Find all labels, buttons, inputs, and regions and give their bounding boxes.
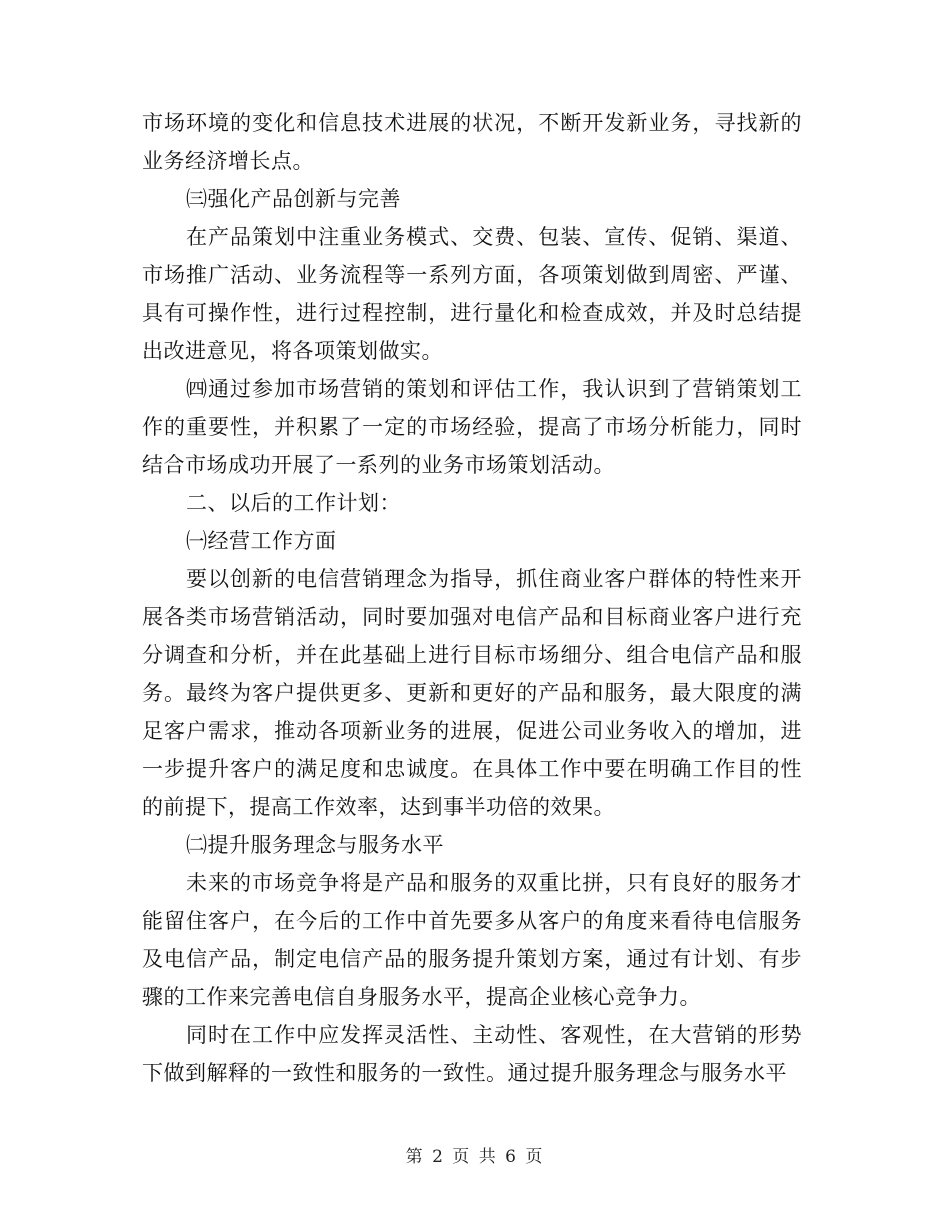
heading-business-operations: ㈠经营工作方面 bbox=[186, 529, 337, 553]
paragraph-business-operations: 要以创新的电信营销理念为指导，抓住商业客户群体的特性来开展各类市场营销活动，同时要加强对电信产品和目标商业客户进行充分调查和分析，并在此基础上进行目标市场细分、组合电信产品和服务。最终为客户提供更多、更新和更好的产品和服务，最大限度的满足客户需求，推动各项新业务的进展，促进公司业务收入的增加，进一步提升客户的满足度和忠诚度。在具体工作中要在明确工作目的性的前提下，提高工作效率，达到事半功倍的效果。 bbox=[142, 567, 802, 819]
paragraph-product-planning: 在产品策划中注重业务模式、交费、包装、宣传、促销、渠道、市场推广活动、业务流程等一系列方面，各项策划做到周密、严谨、具有可操作性，进行过程控制，进行量化和检查成效，并及时总结提出改进意见，将各项策划做实。 bbox=[142, 225, 802, 363]
paragraph-service-competition: 未来的市场竞争将是产品和服务的双重比拼，只有良好的服务才能留住客户，在今后的工作中首先要多从客户的角度来看待电信服务及电信产品，制定电信产品的服务提升策划方案，通过有计划、有步骤的工作来完善电信自身服务水平，提高企业核心竞争力。 bbox=[142, 871, 802, 1009]
heading-service-improvement: ㈡提升服务理念与服务水平 bbox=[186, 833, 444, 857]
paragraph-marketing-planning: ㈣通过参加市场营销的策划和评估工作，我认识到了营销策划工作的重要性，并积累了一定的市场经验，提高了市场分析能力，同时结合市场成功开展了一系列的业务市场策划活动。 bbox=[142, 377, 802, 477]
paragraph-service-consistency: 同时在工作中应发挥灵活性、主动性、客观性，在大营销的形势下做到解释的一致性和服务的一致性。通过提升服务理念与服务水平 bbox=[142, 1023, 802, 1085]
paragraph-1: 市场环境的变化和信息技术进展的状况，不断开发新业务，寻找新的业务经济增长点。 bbox=[142, 111, 802, 173]
page-number-footer: 第 2 页 共 6 页 bbox=[405, 1147, 545, 1167]
heading-future-work-plan: 二、以后的工作计划： bbox=[186, 491, 401, 515]
heading-product-innovation: ㈢强化产品创新与完善 bbox=[186, 187, 401, 211]
document-body bbox=[142, 104, 802, 1092]
